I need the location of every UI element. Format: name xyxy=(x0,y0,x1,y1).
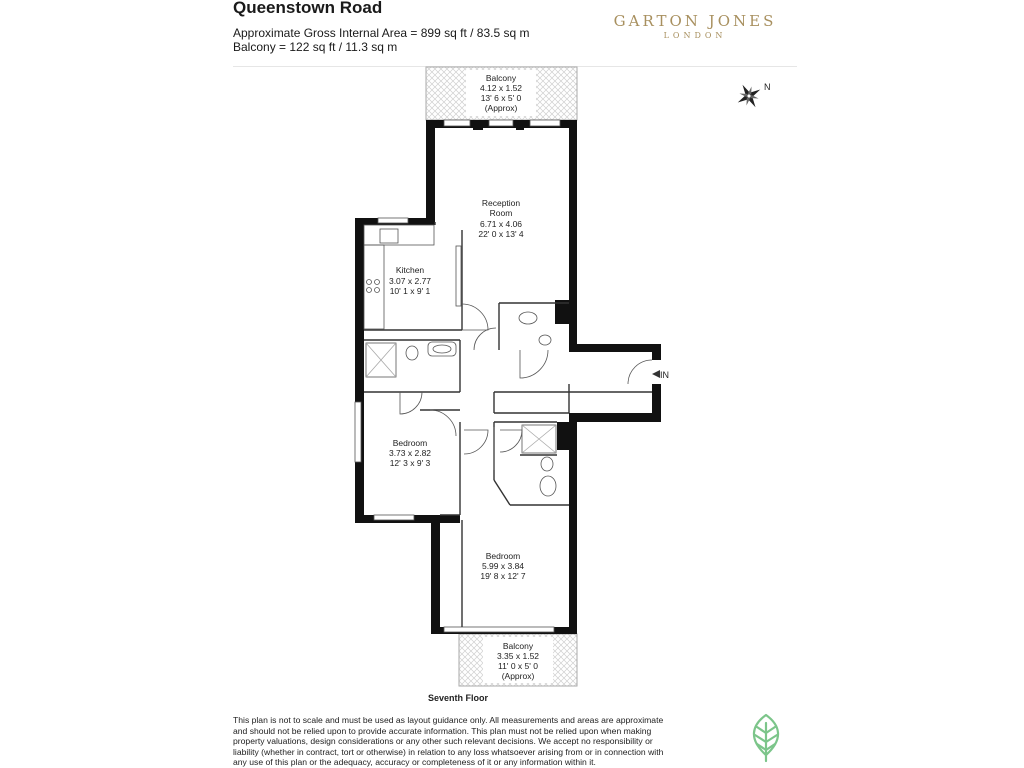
gross-area-text: Approximate Gross Internal Area = 899 sq ft / 83.5 sq m xyxy=(233,26,530,40)
bedroom1-metric: 3.73 x 2.82 xyxy=(388,448,432,458)
entrance-arrow-icon xyxy=(652,370,660,378)
balcony-bottom-name: Balcony xyxy=(502,641,534,651)
reception-name-2: Room xyxy=(489,208,513,218)
balcony-area-text: Balcony = 122 sq ft / 11.3 sq m xyxy=(233,40,398,54)
reception-metric: 6.71 x 4.06 xyxy=(479,219,523,229)
reception-imperial: 22' 0 x 13' 4 xyxy=(478,229,524,239)
door-swings xyxy=(400,304,652,454)
floor-label: Seventh Floor xyxy=(427,693,489,703)
disclaimer-text: This plan is not to scale and must be used as layout guidance only. All measurements and areas are approximate and should not be relied upon to provide accurate information. This plan must not be relied upon when making property valuations, design considerations or any other such relevant decisions. We accept no responsibility or liability (whether in contract, tort or otherwise) in relation to any loss whatsoever arising from or in connection with any use of this plan or the adequacy, accuracy or completeness of it or any information within it. xyxy=(233,715,664,768)
compass-label: N xyxy=(764,82,771,92)
balcony-top-name: Balcony xyxy=(485,73,517,83)
balcony-bottom-metric: 3.35 x 1.52 xyxy=(496,651,540,661)
kitchen-imperial: 10' 1 x 9' 1 xyxy=(389,286,431,296)
bedroom2-metric: 5.99 x 3.84 xyxy=(481,561,525,571)
bedroom2-imperial: 19' 8 x 12' 7 xyxy=(480,571,526,581)
balcony-top-note: (Approx) xyxy=(484,103,518,113)
balcony-top-metric: 4.12 x 1.52 xyxy=(479,83,523,93)
entrance-marker xyxy=(652,370,669,380)
brand-sub: LONDON xyxy=(663,31,727,40)
compass-rose-icon xyxy=(731,78,767,114)
kitchen-name: Kitchen xyxy=(395,265,425,275)
bedroom1-imperial: 12' 3 x 9' 3 xyxy=(389,458,431,468)
windows xyxy=(355,120,560,632)
reception-name-1: Reception xyxy=(481,198,521,208)
leaf-logo-icon xyxy=(744,713,788,763)
balcony-bottom-imperial: 11' 0 x 5' 0 xyxy=(498,661,538,671)
balcony-top-imperial: 13' 6 x 5' 0 xyxy=(480,93,522,103)
bedroom2-name: Bedroom xyxy=(485,551,521,561)
brand-name: GARTON JONES xyxy=(613,12,777,30)
entrance-label: IN xyxy=(660,370,669,380)
bedroom1-name: Bedroom xyxy=(392,438,428,448)
balcony-bottom-note: (Approx) xyxy=(501,671,535,681)
page-title: Queenstown Road xyxy=(233,0,383,17)
kitchen-metric: 3.07 x 2.77 xyxy=(388,276,432,286)
